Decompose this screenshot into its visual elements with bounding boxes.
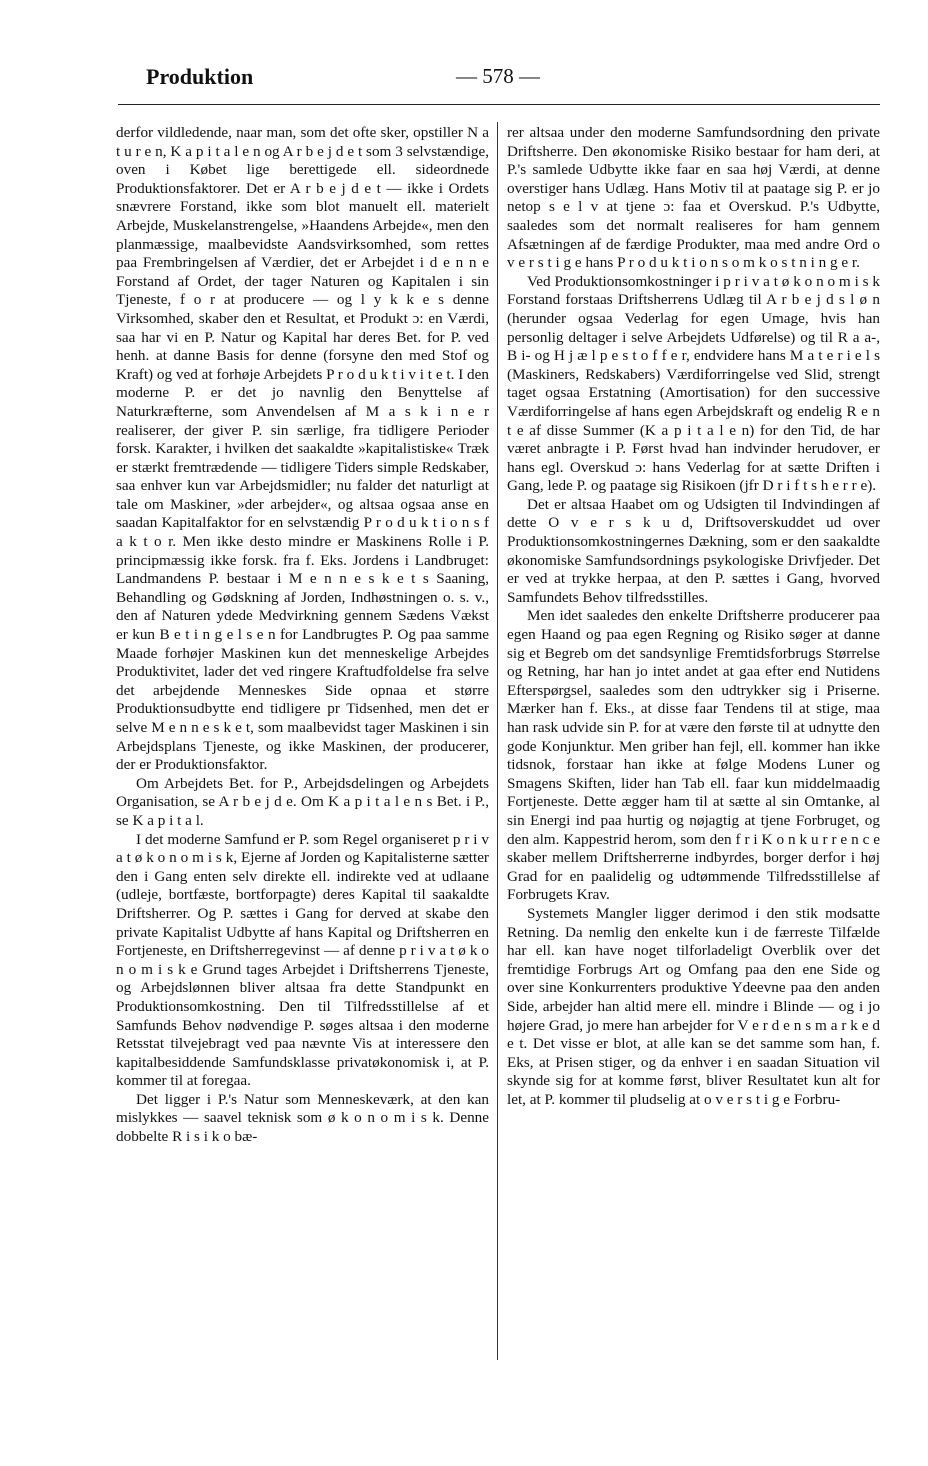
column-divider: [497, 122, 498, 1360]
left-column: [116, 124, 489, 1147]
page-number: — 578 —: [456, 64, 540, 88]
paragraph: Det ligger i P.'s Natur som Menneskeværk, at den kan mislykkes — saavel teknisk som ø k o n o m i s k. Denne dobbelte R i s i k o bæ-: [116, 1090, 489, 1146]
header-rule: [118, 104, 880, 105]
paragraph: Om Arbejdets Bet. for P., Arbejdsdelingen og Arbejdets Organisation, se A r b e j d e. Om K a p i t a l e n s Bet. i P., se K a p i t a l.: [116, 774, 489, 829]
paragraph: I det moderne Samfund er P. som Regel organiseret p r i v a t ø k o n o m i s k, Ejerne af Jorden og Kapitalisterne sætter den i Gang enten selv direkte ell. indirekte ved at udlaane (udleje, bortfæste, bortforpagte) deres Kapital til saakaldte Driftsherrer. Og P. sættes i Gang for derved at skabe den private Kapitalist Udbytte af hans Kapital og Driftsherren en Fortjeneste, en Driftsherregevinst — af denne p r i v a t ø k o n o m i s k e Grund tages Arbejdet i Driftsherrens Tjeneste, og Arbejdslønnen bliver altsaa fra dette Standpunkt en Produktionsomkostning. Den til Tilfredsstillelse af et Samfunds Behov nødvendige P. søges altsaa i den moderne Retsstat tilvejebragt ved paa nævnte Vis at interessere den kapitalbesiddende Samfundsklasse privatøkonomisk i, at P. kommer til at foregaa.: [116, 830, 489, 1090]
running-head-title: Produktion: [146, 64, 254, 89]
paragraph: Systemets Mangler ligger derimod i den stik modsatte Retning. Da nemlig den enkelte kun i de færreste Tilfælde har ell. kan have noget tilforladeligt Overblik over det fremtidige Forbrugs Art og Omfang paa den ene Side og over sine Konkurrenters produktive Ydeevne paa den anden Side, arbejder han altid mere ell. mindre i Blinde — og i jo højere Grad, jo mere han arbejder for V e r d e n s m a r k e d e t. Det visse er blot, at alle kan se det samme som han, f. Eks, at Prisen stiger, og da enhver i en saadan Situation vil skynde sig for at komme først, bliver Resultatet kun alt for let, at P. kommer til pludselig at o v e r s t i g e Forbru-: [507, 904, 880, 1108]
right-column: [507, 124, 880, 1109]
paragraph: rer altsaa under den moderne Samfundsordning den private Driftsherre. Den økonomiske Risiko bestaar for ham deri, at P.'s samlede Udbytte ikke faar en saa høj Værdi, at denne overstiger hans Udlæg. Hans Motiv til at paatage sig P. er jo netop s e l v at tjene ɔ: faa et Overskud. P.'s Udbytte, saaledes som det normalt realiseres for ham gennem Afsætningen af de færdige Produkter, maa med andre Ord o v e r s t i g e hans P r o d u k t i o n s o m k o s t n i n g e r.: [507, 124, 880, 272]
paragraph: derfor vildledende, naar man, som det ofte sker, opstiller N a t u r e n, K a p i t a l e n og A r b e j d e t som 3 selvstændige, oven i Købet lige berettigede ell. sideordnede Produktionsfaktorer. Det er A r b e j d e t — ikke i Ordets snævrere Forstand, ikke som blot manuelt ell. materielt Arbejde, Muskelanstrengelse, »Haandens Arbejde«, men den planmæssige, maalbevidste Aandsvirksomhed, som rettes paa Frembringelsen af Værdier, det er Arbejdet i d e n n e Forstand af Ordet, der tager Naturen og Kapitalen i sin Tjeneste, f o r at producere — og l y k k e s denne Virksomhed, skaber den et Resultat, et Produkt ɔ: en Værdi, saa har vi en P. Natur og Kapital har deres Bet. for P. ved henh. at danne Basis for denne (forsyne den med Stof og Kraft) og ved at forhøje Arbejdets P r o d u k t i v i t e t. I den moderne P. er det jo navnlig den Benyttelse af Naturkræfterne, som Anvendelsen af M a s k i n e r realiserer, der giver P. sin særlige, fra tidligere Perioder forsk. Karakter, i hvilken det saakaldte »kapitalistiske« Træk er stærkt fremtrædende — tidligere Tiders simple Redskaber, saa enhver kun var Arbejdsmidler; nu falder det naturligt at tale om Maskiner, »der arbejder«, og altsaa ogsaa anse en saadan Kapitalfaktor for en selvstændig P r o d u k t i o n s f a k t o r. Men ikke desto mindre er Maskinens Rolle i P. principmæssig ikke forsk. fra f. Eks. Jordens i Landbruget: Landmandens P. bestaar i M e n n e s k e t s Saaning, Behandling og Gødskning af Jorden, Indhøstningen o. s. v., den af Naturen ydede Medvirkning gennem Sædens Vækst er kun B e t i n g e l s e n for Landbrugtes P. Og paa samme Maade forhøjer Maskinen kun det menneskelige Arbejdes Produktivitet, lader det ved ringere Kraftudfoldelse fra selve det arbejdende Menneskes Side opnaa et større Produktionsudbytte end tidligere pr Tidsenhed, men det er selve M e n n e s k e t, som maalbevidst tager Maskinen i sin Arbejdsplans Tjeneste, og ikke Maskinen, der producerer, der er Produktionsfaktor.: [116, 124, 489, 774]
paragraph: Det er altsaa Haabet om og Udsigten til Indvindingen af dette O v e r s k u d, Driftsoverskuddet ud over Produktionsomkostningernes Dækning, som er den saakaldte økonomiske Samfundsordnings psykologiske Drivfjeder. Det er ved at trykke herpaa, at den P. sættes i Gang, hvorved Samfundets Behov tilfredsstilles.: [507, 495, 880, 606]
paragraph: Ved Produktionsomkostninger i p r i v a t ø k o n o m i s k Forstand forstaas Driftsherrens Udlæg til A r b e j d s l ø n (herunder ogsaa Vederlag for egen Umage, hvis han personlig deltager i selve Arbejdets Udførelse) og til R a a-, B i- og H j æ l p e s t o f f e r, endvidere hans M a t e r i e l s (Maskiners, Redskabers) Værdiforringelse ved Slid, strengt taget ogsaa Erstatning (Amortisation) for den successive Værdiforringelse af hans egen Arbejdskraft og endelig R e n t e af disse Summer (K a p i t a l e n) for den Tid, de har været anbragte i P. Først hvad han indvinder herudover, er hans egl. Overskud ɔ: hans Vederlag for at sætte Driften i Gang, lede P. og paatage sig Risikoen (jfr D r i f t s h e r r e).: [507, 272, 880, 495]
paragraph: Men idet saaledes den enkelte Driftsherre producerer paa egen Haand og paa egen Regning og Risiko søger at danne sig et Begreb om det sandsynlige Fremtidsforbrugs Størrelse og Retning, har han jo intet andet at gaa efter end Nutidens Efterspørgsel, saaledes som den udtrykker sig i Priserne. Mærker han f. Eks., at disse faar Tendens til at stige, maa han rask udvide sin P. for at være den første til at udnytte den gode Konjunktur. Men griber han fejl, ell. kommer han ikke tidsnok, forstaar han ikke at følge Modens Luner og Smagens Skiften, lider han Tab ell. faar kun middelmaadig Fortjeneste. Dette ægger ham til at sætte al sin Omtanke, al sin Energi ind paa hurtig og nøjagtig at tjene Forbruget, og den alm. Kappestrid herom, som den f r i K o n k u r r e n c e skaber mellem Driftsherrerne indbyrdes, borger derfor i høj Grad for en paalidelig og udtømmende Tilfredsstillelse af Forbrugets Krav.: [507, 607, 880, 904]
